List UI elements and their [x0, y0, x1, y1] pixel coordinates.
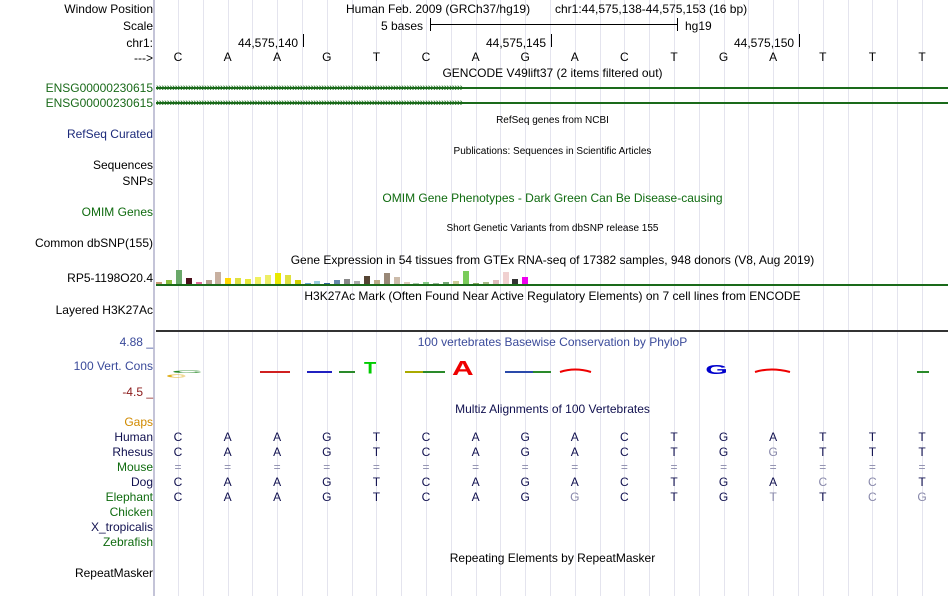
base-letter: T — [670, 50, 678, 64]
aligned-base: = — [372, 460, 380, 474]
strand-arrow-label: ---> — [134, 51, 153, 65]
species-alignment-row — [155, 475, 950, 489]
aligned-base: A — [570, 445, 579, 459]
aligned-base: G — [718, 490, 729, 504]
aligned-base: A — [570, 430, 579, 444]
aligned-base: C — [620, 475, 629, 489]
base-letter: T — [868, 50, 877, 64]
base-letter: T — [372, 50, 381, 64]
svg-text:T: T — [364, 358, 377, 378]
aligned-base: G — [917, 490, 927, 504]
gtex-tissue-bar[interactable] — [394, 277, 400, 284]
aligned-base: G — [520, 430, 530, 444]
aligned-base: A — [471, 430, 480, 444]
h3k27ac-track-title[interactable]: H3K27Ac Mark (Often Found Near Active Regulatory Elements) on 7 cell lines from ENCODE — [304, 289, 801, 303]
coord-2: 44,575,145 — [486, 36, 547, 50]
aligned-base: = — [521, 460, 529, 474]
species-alignment-row — [155, 490, 950, 504]
base-letter: C — [173, 50, 183, 64]
gtex-tissue-bar[interactable] — [176, 270, 182, 284]
aligned-base: G — [520, 475, 530, 489]
aligned-base: C — [868, 490, 877, 504]
aligned-base: = — [868, 460, 876, 474]
omim-label[interactable]: OMIM Genes — [81, 205, 153, 219]
repeatmasker-track-title[interactable]: Repeating Elements by RepeatMasker — [449, 551, 656, 565]
aligned-base: = — [224, 460, 232, 474]
species-alignment-row — [155, 535, 950, 549]
aligned-base: A — [223, 490, 232, 504]
aligned-base: T — [918, 445, 926, 459]
gene-strand-chevrons: ››››››››››››››››››››››››››››››››››››››››››››››››››››››››››››››››››››››››››››››››››››››››››››››››››››››››››››››››››› — [156, 97, 463, 109]
aligned-base: T — [372, 430, 381, 444]
base-sequence-row — [155, 50, 950, 64]
species-alignment-row — [155, 445, 950, 459]
aligned-base: = — [174, 460, 182, 474]
aligned-base: C — [620, 430, 629, 444]
gencode-gene-label-2[interactable]: ENSG00000230615 — [45, 96, 153, 110]
aligned-base: G — [718, 430, 729, 444]
aligned-base: T — [819, 490, 827, 504]
aligned-base: = — [918, 460, 926, 474]
phylop-track-title[interactable]: 100 vertebrates Basewise Conservation by PhyloP — [417, 335, 688, 349]
coord-tick-1 — [303, 34, 304, 47]
base-letter: C — [620, 50, 629, 64]
species-alignment-row — [155, 520, 950, 534]
aligned-base: T — [670, 445, 678, 459]
aligned-base: G — [322, 475, 332, 489]
species-label[interactable]: Chicken — [109, 505, 153, 519]
phylop-max-label: 4.88 _ — [119, 335, 153, 349]
species-alignment-row — [155, 505, 950, 519]
gtex-tissue-bar[interactable] — [265, 275, 271, 284]
aligned-base: G — [570, 490, 580, 504]
aligned-base: A — [471, 445, 480, 459]
aligned-base: T — [670, 430, 678, 444]
base-letter: G — [520, 50, 530, 64]
aligned-base: A — [223, 475, 232, 489]
svg-text:C: C — [171, 370, 203, 374]
gene-strand-chevrons: ››››››››››››››››››››››››››››››››››››››››››››››››››››››››››››››››››››››››››››››››››››››››››››››››››››››››››››››››››› — [156, 82, 463, 94]
gtex-tissue-bar[interactable] — [215, 272, 221, 284]
aligned-base: = — [472, 460, 480, 474]
aligned-base: T — [918, 475, 926, 489]
aligned-base: A — [273, 445, 282, 459]
repeatmasker-label[interactable]: RepeatMasker — [74, 566, 153, 580]
gtex-tissue-bar[interactable] — [463, 271, 469, 284]
aligned-base: C — [818, 475, 828, 489]
aligned-base: = — [670, 460, 678, 474]
aligned-base: C — [173, 445, 183, 459]
aligned-base: T — [868, 430, 877, 444]
gtex-tissue-bar[interactable] — [384, 273, 390, 284]
gencode-track-title[interactable]: GENCODE V49lift37 (2 items filtered out) — [442, 66, 663, 80]
phylop-min-label: -4.5 _ — [122, 385, 153, 399]
multiz-track-title[interactable]: Multiz Alignments of 100 Vertebrates — [455, 402, 650, 416]
gencode-gene-label-1[interactable]: ENSG00000230615 — [45, 81, 153, 95]
base-letter: T — [918, 50, 926, 64]
gencode-gene-2[interactable] — [156, 97, 948, 109]
aligned-base: T — [918, 430, 926, 444]
base-letter: G — [322, 50, 332, 64]
aligned-base: C — [173, 430, 183, 444]
gtex-tissue-bar[interactable] — [275, 273, 281, 284]
gtex-gene-line — [156, 284, 948, 286]
assembly-title: Human Feb. 2009 (GRCh37/hg19) — [346, 2, 531, 16]
aligned-base: A — [273, 490, 282, 504]
aligned-base: = — [769, 460, 777, 474]
base-letter: A — [769, 50, 778, 64]
aligned-base: G — [718, 475, 729, 489]
gtex-tissue-bar[interactable] — [285, 275, 291, 284]
cons-label[interactable]: 100 Vert. Cons — [73, 359, 153, 373]
aligned-base: A — [570, 475, 579, 489]
gtex-tissue-bar[interactable] — [364, 276, 370, 284]
gtex-tissue-bar[interactable] — [255, 277, 261, 284]
gencode-gene-1[interactable] — [156, 82, 948, 94]
aligned-base: G — [768, 445, 778, 459]
species-label[interactable]: Rhesus — [112, 445, 153, 459]
aligned-base: G — [322, 445, 332, 459]
aligned-base: A — [471, 490, 480, 504]
phylop-logo — [155, 355, 950, 379]
aligned-base: A — [223, 445, 232, 459]
refseq-track-title[interactable]: RefSeq genes from NCBI — [496, 115, 609, 126]
aligned-base: T — [769, 490, 777, 504]
position-title: chr1:44,575,138-44,575,153 (16 bp) — [555, 2, 748, 16]
scale-label: Scale — [122, 19, 153, 33]
gtex-gene-label[interactable]: RP5-1198O20.4 — [67, 271, 153, 285]
aligned-base: G — [322, 430, 332, 444]
aligned-base: C — [421, 430, 431, 444]
gtex-tissue-bar[interactable] — [503, 272, 509, 284]
base-letter: T — [819, 50, 827, 64]
gaps-label[interactable]: Gaps — [124, 415, 153, 429]
aligned-base: A — [223, 430, 232, 444]
phylop-logo-glyphs — [166, 358, 929, 379]
species-label[interactable]: Elephant — [105, 490, 153, 504]
aligned-base: C — [421, 490, 431, 504]
aligned-base: G — [322, 490, 332, 504]
snps-label[interactable]: SNPs — [122, 174, 153, 188]
species-alignment-row — [155, 460, 950, 474]
base-letter: C — [421, 50, 431, 64]
dbsnp-track-title[interactable]: Short Genetic Variants from dbSNP release 155 — [446, 223, 659, 234]
aligned-base: = — [819, 460, 827, 474]
aligned-base: A — [769, 430, 778, 444]
aligned-base: G — [520, 490, 530, 504]
base-letter: A — [273, 50, 282, 64]
aligned-base: T — [372, 490, 381, 504]
gtex-expression-bars[interactable] — [156, 268, 756, 284]
aligned-base: = — [620, 460, 628, 474]
species-alignment-row — [155, 430, 950, 444]
aligned-base: = — [720, 460, 728, 474]
species-label[interactable]: Dog — [130, 475, 153, 489]
aligned-base: C — [421, 445, 431, 459]
refseq-label[interactable]: RefSeq Curated — [66, 127, 153, 141]
h3k27ac-label[interactable]: Layered H3K27Ac — [55, 303, 153, 317]
aligned-base: C — [173, 490, 183, 504]
omim-track-title[interactable]: OMIM Gene Phenotypes - Dark Green Can Be Disease-causing — [382, 191, 723, 205]
coord-3: 44,575,150 — [734, 36, 795, 50]
chr-label: chr1: — [126, 36, 153, 50]
aligned-base: = — [273, 460, 281, 474]
aligned-base: A — [471, 475, 480, 489]
svg-text:C: C — [166, 373, 187, 379]
species-label[interactable]: X_tropicalis — [90, 520, 153, 534]
species-label[interactable]: Mouse — [116, 460, 153, 474]
aligned-base: T — [372, 445, 381, 459]
h3k27ac-baseline — [156, 330, 948, 332]
aligned-base: C — [620, 490, 629, 504]
base-letter: A — [223, 50, 232, 64]
aligned-base: C — [868, 475, 877, 489]
scale-text: 5 bases — [381, 19, 424, 33]
aligned-base: A — [769, 475, 778, 489]
publications-track-title[interactable]: Publications: Sequences in Scientific Articles — [453, 146, 652, 157]
aligned-base: T — [372, 475, 381, 489]
aligned-base: T — [819, 430, 827, 444]
aligned-base: G — [718, 445, 729, 459]
svg-text:G: G — [705, 362, 728, 377]
aligned-base: = — [571, 460, 579, 474]
coord-tick-2 — [551, 34, 552, 47]
base-letter: A — [570, 50, 579, 64]
aligned-base: A — [273, 430, 282, 444]
aligned-base: C — [421, 475, 431, 489]
aligned-base: = — [323, 460, 331, 474]
svg-text:A: A — [452, 357, 474, 379]
aligned-base: T — [819, 445, 827, 459]
window-position-label: Window Position — [64, 2, 153, 16]
scale-bar — [430, 18, 678, 31]
coord-tick-3 — [799, 34, 800, 47]
dbsnp-label[interactable]: Common dbSNP(155) — [34, 236, 153, 250]
aligned-base: = — [422, 460, 430, 474]
aligned-base: G — [520, 445, 530, 459]
species-label[interactable]: Human — [114, 430, 153, 444]
base-letter: A — [471, 50, 480, 64]
gtex-tissue-bar[interactable] — [522, 277, 528, 284]
gtex-track-title[interactable]: Gene Expression in 54 tissues from GTEx RNA-seq of 17382 samples, 948 donors (V8, Aug 2019) — [290, 253, 815, 267]
scale-db: hg19 — [685, 19, 712, 33]
aligned-base: T — [670, 490, 678, 504]
aligned-base: T — [868, 445, 877, 459]
aligned-base: C — [620, 445, 629, 459]
aligned-base: C — [173, 475, 183, 489]
base-letter: G — [718, 50, 729, 64]
aligned-base: T — [670, 475, 678, 489]
species-label[interactable]: Zebrafish — [102, 535, 153, 549]
sequences-label[interactable]: Sequences — [92, 158, 153, 172]
aligned-base: A — [273, 475, 282, 489]
coord-1: 44,575,140 — [238, 36, 299, 50]
